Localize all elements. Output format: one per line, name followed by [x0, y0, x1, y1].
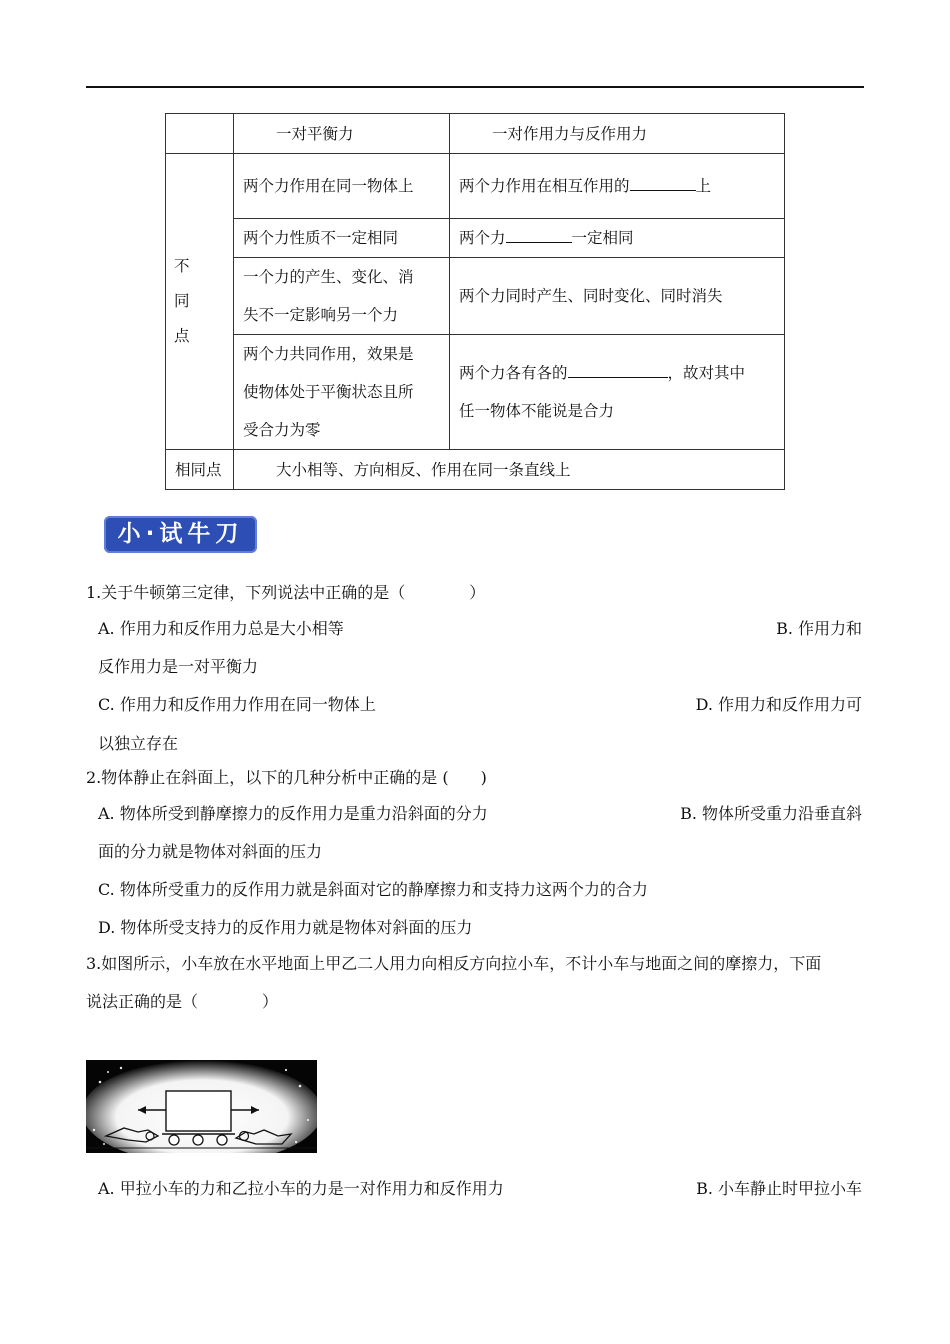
table-row	[166, 258, 785, 335]
question-1-stem: 1.关于牛顿第三定律，下列说法中正确的是（ ）	[86, 583, 486, 602]
question-1-option-d-cont: 以独立存在	[98, 734, 179, 753]
cell-text: ，故对其中	[667, 364, 746, 382]
cell-text-line	[459, 354, 775, 392]
cell-text: 任一物体不能说是合力	[459, 402, 615, 420]
cell-balance: 两个力性质不一定相同	[234, 219, 450, 258]
cell-text: 一定相同	[571, 229, 634, 247]
header-rule	[86, 86, 864, 88]
question-3-stem: 3.如图所示，小车放在水平地面上甲乙二人用力向相反方向拉小车，不计小车与地面之间的摩擦力，下面	[86, 954, 822, 973]
cell-text: 使物体处于平衡状态且所	[243, 383, 414, 401]
table-row	[166, 450, 785, 490]
question-2-option-b: B. 物体所受重力沿垂直斜	[680, 804, 862, 823]
cell-reaction	[450, 335, 785, 450]
cell-text: 两个力	[459, 229, 506, 247]
cell-reaction: 两个力同时产生、同时变化、同时消失	[450, 258, 785, 335]
cell-balance: 两个力作用在同一物体上	[234, 154, 450, 219]
cart-pull-figure	[86, 1060, 317, 1153]
table-row	[166, 154, 785, 219]
cell-balance	[234, 258, 450, 335]
question-2-option-b-cont: 面的分力就是物体对斜面的压力	[98, 842, 323, 861]
comparison-table	[165, 113, 785, 490]
question-3-stem-cont: 说法正确的是（ ）	[86, 992, 279, 1011]
same-label: 相同点	[166, 450, 234, 490]
cell-text: 失不一定影响另一个力	[243, 306, 399, 324]
cell-text: 两个力各有各的	[459, 364, 568, 382]
cell-text: 两个力作用在相互作用的	[459, 177, 630, 195]
cell-text: 受合力为零	[243, 421, 321, 439]
same-value: 大小相等、方向相反、作用在同一条直线上	[234, 450, 785, 490]
question-2-option-c: C. 物体所受重力的反作用力就是斜面对它的静摩擦力和支持力这两个力的合力	[98, 880, 648, 899]
section-banner: 小·试牛刀	[104, 516, 257, 553]
difference-label-char: 同	[174, 292, 190, 310]
question-1-option-b-cont: 反作用力是一对平衡力	[98, 657, 259, 676]
question-2-stem: 2.物体静止在斜面上，以下的几种分析中正确的是 ( )	[86, 768, 487, 787]
cart-illustration	[86, 1060, 317, 1153]
table-row	[166, 335, 785, 450]
question-1-option-b: B. 作用力和	[776, 619, 862, 638]
question-3-option-a: A. 甲拉小车的力和乙拉小车的力是一对作用力和反作用力	[98, 1179, 504, 1198]
difference-label-char: 不	[174, 257, 190, 275]
table-row	[166, 219, 785, 258]
header-action-reaction: 一对作用力与反作用力	[450, 114, 785, 154]
question-2-option-d: D. 物体所受支持力的反作用力就是物体对斜面的压力	[98, 918, 473, 937]
fill-blank	[568, 361, 668, 378]
header-cell-empty	[166, 114, 234, 154]
cell-text: 一个力的产生、变化、消	[243, 268, 414, 286]
cell-text: 上	[695, 177, 712, 195]
question-2-option-a: A. 物体所受到静摩擦力的反作用力是重力沿斜面的分力	[98, 804, 488, 823]
fill-blank	[506, 226, 572, 243]
cell-reaction	[450, 219, 785, 258]
question-1-option-a: A. 作用力和反作用力总是大小相等	[98, 619, 344, 638]
fill-blank	[630, 174, 696, 191]
question-3-option-b: B. 小车静止时甲拉小车	[696, 1179, 862, 1198]
difference-label	[166, 154, 234, 450]
cell-reaction	[450, 154, 785, 219]
header-balance-forces: 一对平衡力	[234, 114, 450, 154]
question-1-option-c: C. 作用力和反作用力作用在同一物体上	[98, 695, 376, 714]
question-1-option-d: D. 作用力和反作用力可	[695, 695, 862, 714]
cell-balance	[234, 335, 450, 450]
table-header-row	[166, 114, 785, 154]
difference-label-char: 点	[174, 327, 190, 345]
cell-text: 两个力共同作用，效果是	[243, 345, 414, 363]
